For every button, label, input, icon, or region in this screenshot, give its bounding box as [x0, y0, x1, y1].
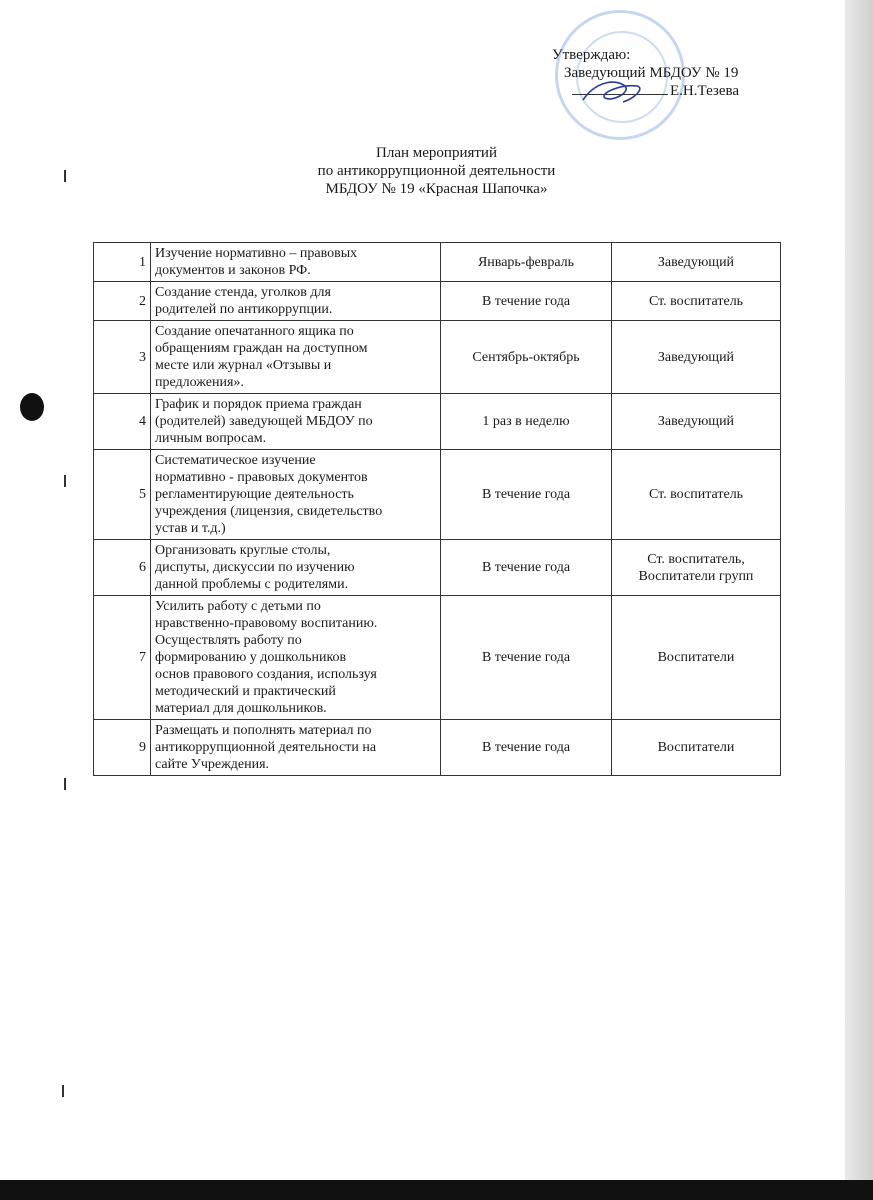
- activity-line: (родителей) заведующей МБДОУ по: [155, 414, 373, 429]
- responsible-cell: [612, 720, 781, 776]
- responsible-cell: [612, 321, 781, 394]
- scan-mark: [62, 1085, 64, 1097]
- activity-line: Изучение нормативно – правовых: [155, 246, 358, 261]
- scan-bottom-bar: [0, 1180, 873, 1200]
- activity-line: Организовать круглые столы,: [155, 543, 331, 558]
- activity-line: Осуществлять работу по: [155, 633, 302, 648]
- activity-cell: [151, 450, 441, 540]
- activity-line: График и порядок приема граждан: [155, 397, 362, 412]
- term-cell: В течение года: [441, 450, 612, 540]
- responsible-cell: [612, 596, 781, 720]
- activity-line: нравственно-правовому воспитанию.: [155, 616, 378, 631]
- activity-line: нормативно - правовых документов: [155, 470, 368, 485]
- activity-line: формированию у дошкольников: [155, 650, 347, 665]
- approval-position: Заведующий МБДОУ № 19: [564, 65, 739, 81]
- row-number: 4: [94, 394, 151, 450]
- responsible-cell: [612, 450, 781, 540]
- row-number: 9: [94, 720, 151, 776]
- activity-line: устав и т.д.): [155, 521, 226, 536]
- activity-line: Создание стенда, уголков для: [155, 285, 331, 300]
- plan-table: [93, 242, 781, 776]
- activity-line: методический и практический: [155, 684, 336, 699]
- responsible-line: Ст. воспитатель,: [647, 551, 745, 567]
- responsible-line: Воспитатели: [657, 740, 735, 755]
- table-row: [94, 282, 781, 321]
- activity-cell: [151, 394, 441, 450]
- activity-line: антикоррупционной деятельности на: [155, 740, 377, 755]
- term-cell: 1 раз в неделю: [441, 394, 612, 450]
- table-row: [94, 720, 781, 776]
- activity-cell: [151, 282, 441, 321]
- activity-line: личным вопросам.: [155, 431, 267, 446]
- term-cell: В течение года: [441, 282, 612, 321]
- term-cell: В течение года: [441, 596, 612, 720]
- title-line-3: МБДОУ № 19 «Красная Шапочка»: [325, 181, 548, 197]
- row-number: 7: [94, 596, 151, 720]
- title-line-1: План мероприятий: [376, 145, 497, 161]
- row-number: 2: [94, 282, 151, 321]
- handwritten-signature: [575, 72, 655, 112]
- activity-cell: [151, 243, 441, 282]
- scan-mark: [64, 778, 66, 790]
- activity-line: учреждения (лицензия, свидетельство: [155, 504, 383, 519]
- approval-label: Утверждаю:: [552, 47, 631, 63]
- responsible-line: Воспитатели групп: [638, 568, 754, 584]
- activity-line: Размещать и пополнять материал по: [155, 723, 372, 738]
- table-row: [94, 596, 781, 720]
- responsible-line: Ст. воспитатель: [648, 293, 744, 309]
- activity-line: Систематическое изучение: [155, 453, 316, 468]
- row-number: 6: [94, 540, 151, 596]
- activity-cell: [151, 720, 441, 776]
- responsible-line: Заведующий: [657, 254, 735, 270]
- table-row: [94, 243, 781, 282]
- row-number: 5: [94, 450, 151, 540]
- activity-cell: [151, 321, 441, 394]
- document-title: [0, 144, 873, 198]
- activity-line: обращениям граждан на доступном: [155, 341, 368, 356]
- responsible-line: Заведующий: [657, 414, 735, 429]
- term-cell: В течение года: [441, 540, 612, 596]
- responsible-line: Ст. воспитатель: [648, 487, 744, 502]
- scan-mark: [64, 475, 66, 487]
- punch-hole-mark: [20, 393, 44, 421]
- activity-line: документов и законов РФ.: [155, 263, 311, 278]
- activity-cell: [151, 540, 441, 596]
- responsible-cell: [612, 540, 781, 596]
- responsible-line: Заведующий: [657, 349, 735, 365]
- activity-line: родителей по антикоррупции.: [155, 302, 333, 317]
- responsible-cell: [612, 282, 781, 321]
- activity-line: предложения».: [155, 375, 244, 390]
- responsible-line: Воспитатели: [657, 650, 735, 665]
- activity-line: месте или журнал «Отзывы и: [155, 358, 332, 373]
- term-cell: Январь-февраль: [441, 243, 612, 282]
- activity-line: регламентирующие деятельность: [155, 487, 354, 502]
- activity-line: материал для дошкольников.: [155, 701, 327, 716]
- title-line-2: по антикоррупционной деятельности: [317, 163, 556, 179]
- responsible-cell: [612, 243, 781, 282]
- signatory-name: Е.Н.Тезева: [670, 83, 740, 99]
- table-row: [94, 321, 781, 394]
- table-row: [94, 450, 781, 540]
- term-cell: Сентябрь-октябрь: [441, 321, 612, 394]
- activity-cell: [151, 596, 441, 720]
- responsible-cell: [612, 394, 781, 450]
- row-number: 3: [94, 321, 151, 394]
- row-number: 1: [94, 243, 151, 282]
- activity-line: данной проблемы с родителями.: [155, 577, 349, 592]
- activity-line: Усилить работу с детьми по: [155, 599, 321, 614]
- activity-line: диспуты, дискуссии по изучению: [155, 560, 355, 575]
- table-row: [94, 394, 781, 450]
- term-cell: В течение года: [441, 720, 612, 776]
- activity-line: сайте Учреждения.: [155, 757, 270, 772]
- activity-line: основ правового создания, используя: [155, 667, 377, 682]
- table-row: [94, 540, 781, 596]
- activity-line: Создание опечатанного ящика по: [155, 324, 354, 339]
